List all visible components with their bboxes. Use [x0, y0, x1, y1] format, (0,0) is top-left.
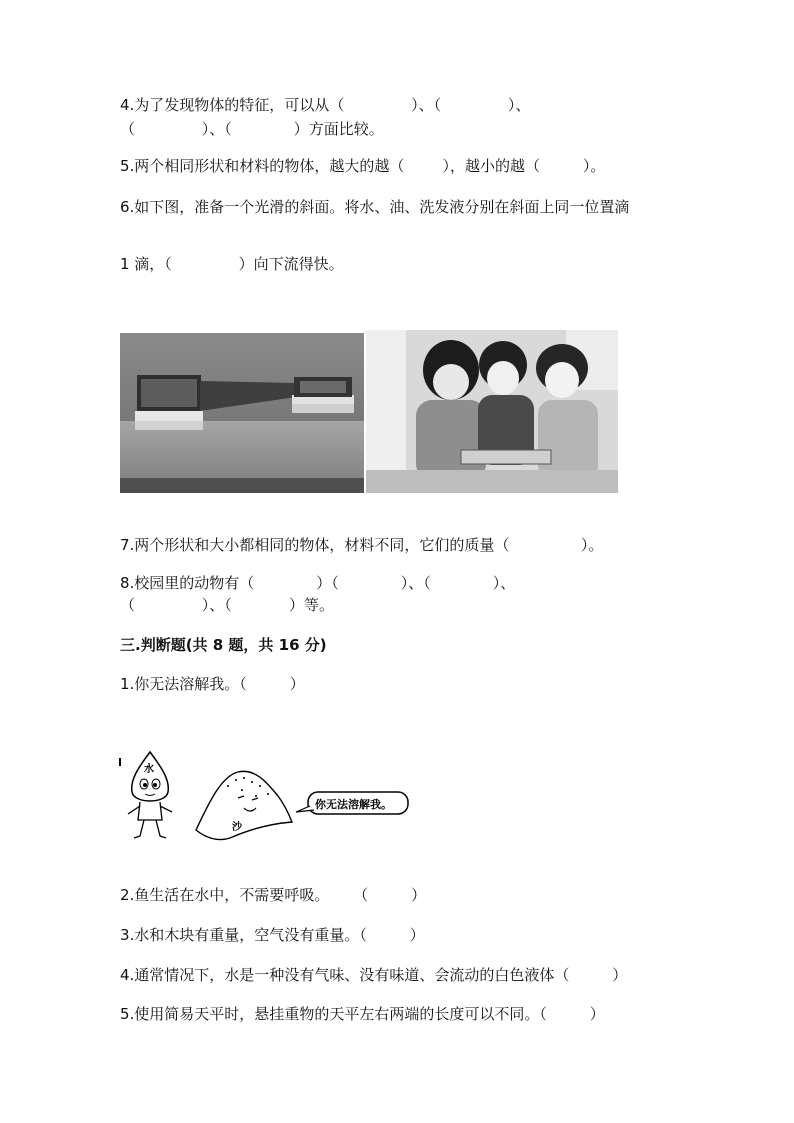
question-5: 5.两个相同形状和材料的物体，越大的越（ ），越小的越（ ）。 [120, 157, 606, 175]
judge-question-4: 4.通常情况下，水是一种没有气味、没有味道、会流动的白色液体（ ） [120, 966, 628, 984]
children-photo-graphic [366, 330, 618, 493]
dissolve-cartoon [118, 750, 418, 845]
question-4-line2: （ ）、（ ）方面比较。 [120, 120, 384, 138]
speech-bubble-text: 你无法溶解我。 [315, 798, 392, 811]
sand-label: 沙 [232, 822, 242, 833]
slope-photo-graphic [120, 333, 364, 493]
question-8-line2: （ ）、（ ）等。 [120, 596, 334, 614]
question-4-line1: 4.为了发现物体的特征，可以从（ ）、（ ）、 [120, 96, 531, 114]
section-3-heading: 三.判断题(共 8 题，共 16 分) [120, 636, 327, 654]
question-7: 7.两个形状和大小都相同的物体，材料不同，它们的质量（ ）。 [120, 536, 604, 554]
slope-photo [120, 333, 364, 493]
question-8-line1: 8.校园里的动物有（ ）（ ）、（ ）、 [120, 574, 516, 592]
judge-question-3: 3.水和木块有重量，空气没有重量。（ ） [120, 926, 425, 944]
question-6-line2: 1 滴，（ ）向下流得快。 [120, 255, 344, 273]
children-photo [366, 330, 618, 493]
dissolve-cartoon-graphic [118, 750, 418, 845]
judge-question-2: 2.鱼生活在水中，不需要呼吸。 （ ） [120, 886, 427, 904]
question-6-line1: 6.如下图，准备一个光滑的斜面。将水、油、洗发液分别在斜面上同一位置滴 [120, 198, 630, 216]
water-label: 水 [144, 764, 154, 775]
judge-question-1: 1.你无法溶解我。（ ） [120, 675, 305, 693]
judge-question-5: 5.使用简易天平时，悬挂重物的天平左右两端的长度可以不同。（ ） [120, 1005, 605, 1023]
